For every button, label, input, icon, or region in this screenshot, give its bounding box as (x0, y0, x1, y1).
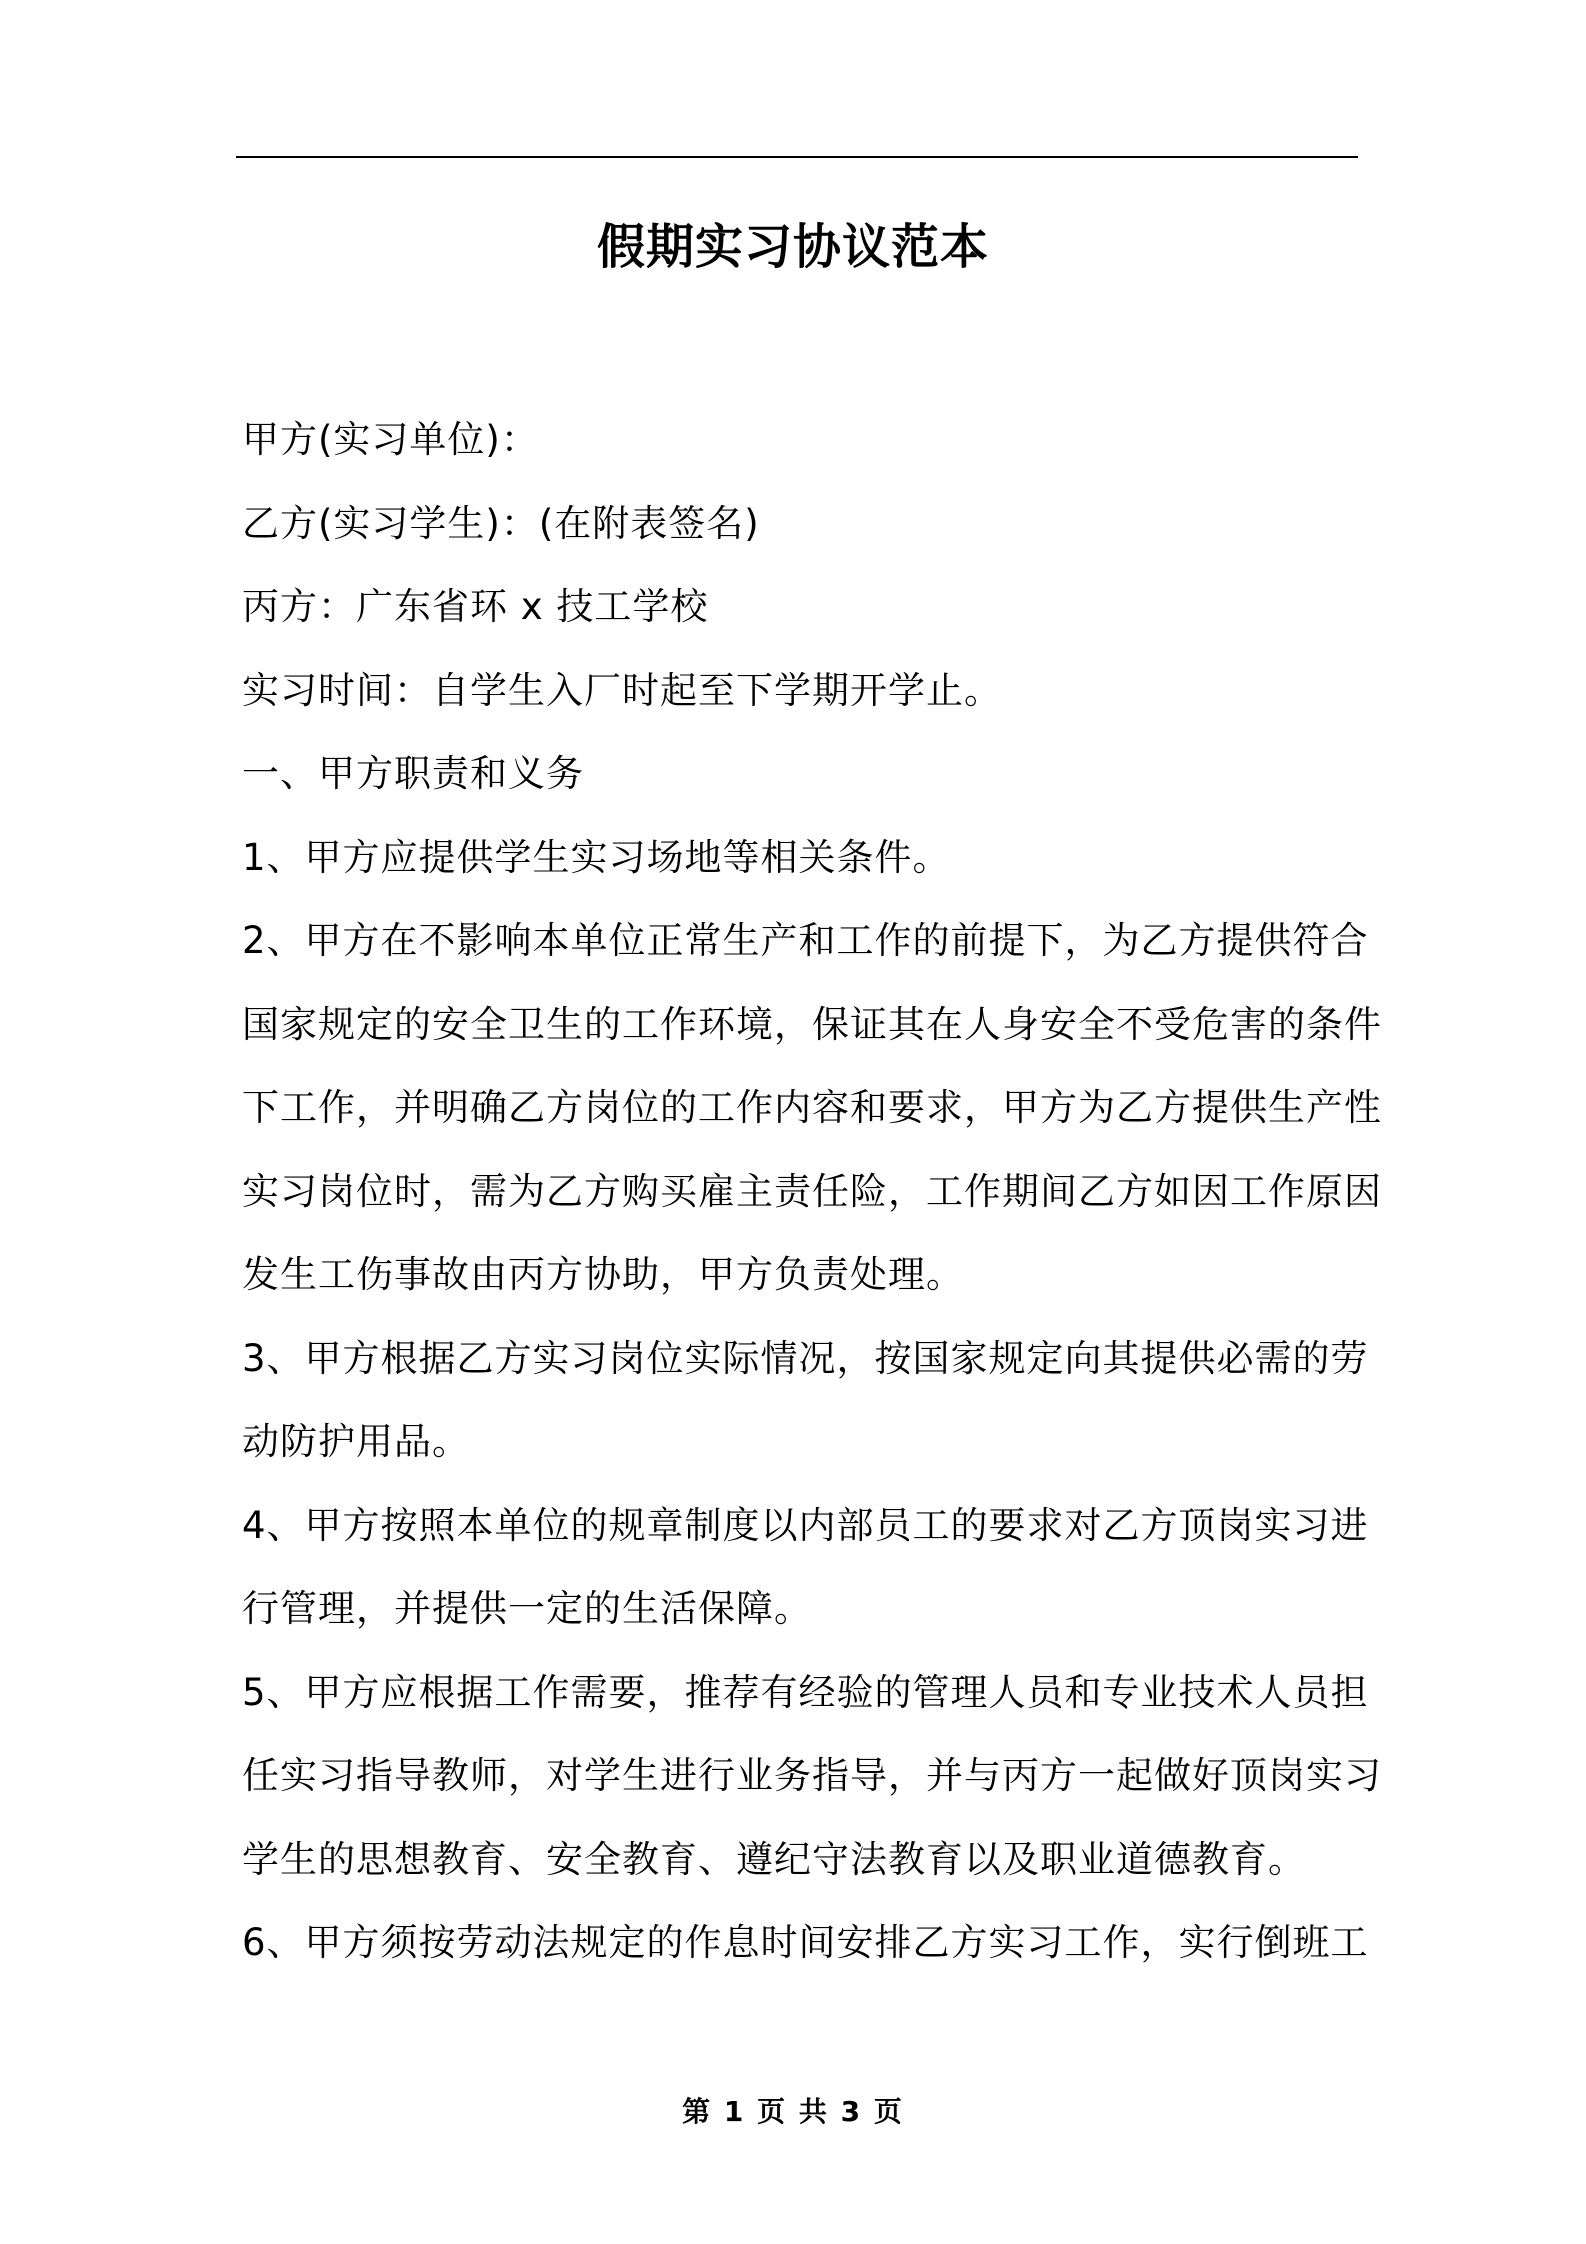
paragraph-line: 发生工伤事故由丙方协助，甲方负责处理。 (242, 1253, 964, 1296)
paragraph-line: 1、甲方应提供学生实习场地等相关条件。 (242, 835, 951, 879)
paragraph-line: 国家规定的安全卫生的工作环境，保证其在人身安全不受危害的条件 (242, 1002, 1382, 1046)
party-c-line: 丙方：广东省环 x 技工学校 (242, 585, 709, 628)
header-rule (236, 156, 1358, 158)
paragraph-line: 3、甲方根据乙方实习岗位实际情况，按国家规定向其提供必需的劳 (242, 1336, 1369, 1380)
paragraph-line: 实习岗位时，需为乙方购买雇主责任险，工作期间乙方如因工作原因 (242, 1169, 1382, 1213)
paragraph-line: 2、甲方在不影响本单位正常生产和工作的前提下，为乙方提供符合 (242, 919, 1369, 962)
paragraph-line: 学生的思想教育、安全教育、遵纪守法教育以及职业道德教育。 (242, 1837, 1306, 1881)
paragraph-line: 行管理，并提供一定的生活保障。 (242, 1587, 812, 1630)
paragraph-line: 动防护用品。 (242, 1420, 470, 1463)
document-body (242, 398, 1382, 1985)
paragraph-line: 下工作，并明确乙方岗位的工作内容和要求，甲方为乙方提供生产性 (242, 1086, 1382, 1129)
party-a-line: 甲方(实习单位)： (242, 418, 539, 461)
internship-period-line: 实习时间：自学生入厂时起至下学期开学止。 (242, 668, 1002, 712)
paragraph-line: 4、甲方按照本单位的规章制度以内部员工的要求对乙方顶岗实习进 (242, 1503, 1369, 1547)
paragraph-line: 5、甲方应根据工作需要，推荐有经验的管理人员和专业技术人员担 (242, 1670, 1369, 1714)
section-heading: 一、甲方职责和义务 (242, 752, 584, 795)
paragraph-line: 任实习指导教师，对学生进行业务指导，并与丙方一起做好顶岗实习 (242, 1754, 1382, 1797)
party-b-line: 乙方(实习学生)：(在附表签名) (242, 501, 760, 545)
page-number: 第 1 页 共 3 页 (682, 2095, 904, 2128)
document-title: 假期实习协议范本 (596, 219, 989, 275)
paragraph-line: 6、甲方须按劳动法规定的作息时间安排乙方实习工作，实行倒班工 (242, 1921, 1369, 1964)
